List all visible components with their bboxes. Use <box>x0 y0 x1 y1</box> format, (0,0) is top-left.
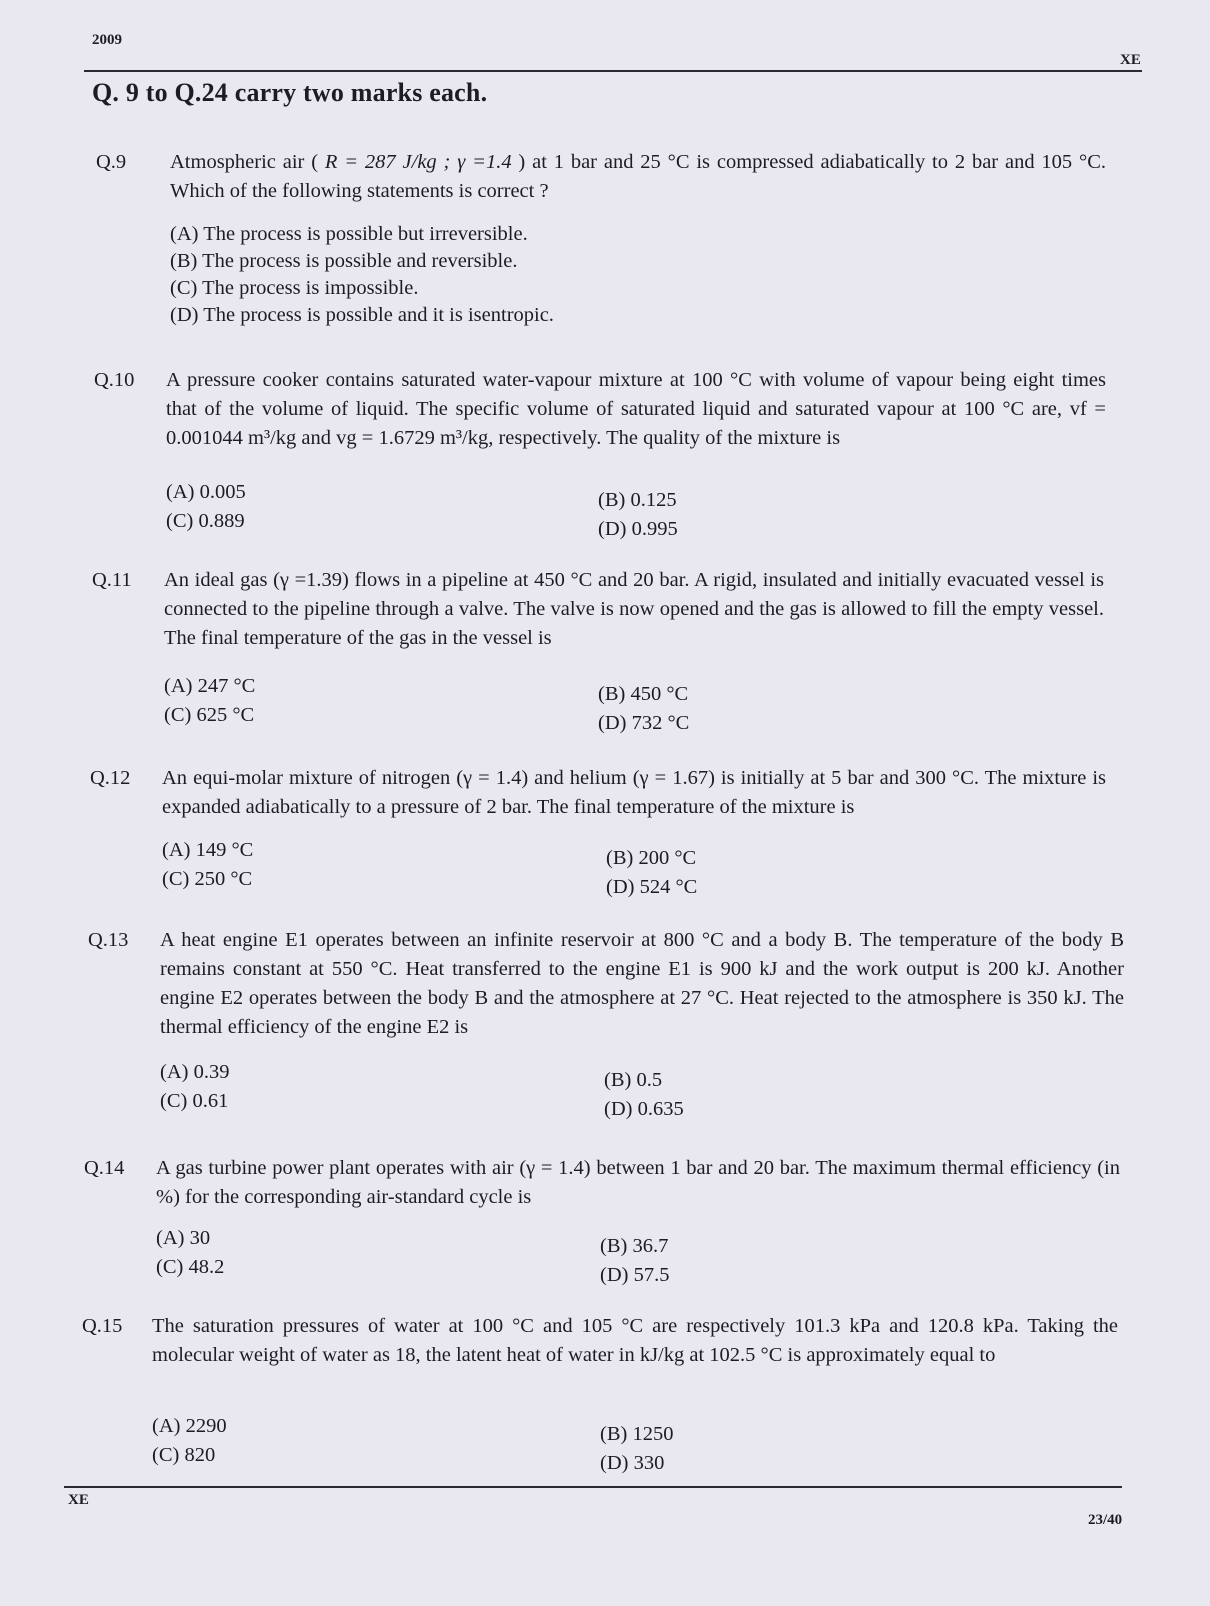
option-c: (C) 820 <box>152 1444 216 1466</box>
question-text: A heat engine E1 operates between an infinite reservoir at 800 °C and a body B. The temperature of the body B remains constant at 550 °C. Heat transferred to the engine E1 is 900 kJ and the work output is 200 kJ. Another engine E2 operates between the body B and the atmosphere at 27 °C. Heat rejected to the atmosphere is 350 kJ. The thermal efficiency of the engine E2 is <box>160 929 1124 1038</box>
question-text: The saturation pressures of water at 100 °C and 105 °C are respectively 101.3 kPa and 120.8 kPa. Taking the molecular weight of water as 18, the latent heat of water in kJ/kg at 102.5 °C is approximately equal to <box>152 1315 1118 1366</box>
option-d: (D) 732 °C <box>598 712 690 734</box>
option-b: (B) 0.125 <box>598 489 677 511</box>
option-a: (A) 247 °C <box>164 675 256 697</box>
option-c: (C) 0.889 <box>166 510 245 532</box>
question-number: Q.9 <box>96 151 127 173</box>
question-number: Q.10 <box>94 369 135 391</box>
question-number: Q.14 <box>84 1157 125 1179</box>
header-paper-code: XE <box>1120 52 1141 68</box>
option-a: (A) 2290 <box>152 1415 227 1437</box>
footer-page-number: 23/40 <box>1088 1512 1123 1528</box>
option-b: (B) 200 °C <box>606 847 697 869</box>
option-d: (D) 524 °C <box>606 876 698 898</box>
option-c: (C) 250 °C <box>162 868 253 890</box>
question-text: An ideal gas (γ =1.39) flows in a pipeline at 450 °C and 20 bar. A rigid, insulated and initially evacuated vessel is connected to the pipeline through a valve. The valve is now opened and the gas is allowed to fill the empty vessel. The final temperature of the gas in the vessel is <box>164 569 1104 649</box>
option-d: (D) The process is possible and it is isentropic. <box>170 304 554 326</box>
question-number: Q.12 <box>90 767 131 789</box>
question-text: An equi-molar mixture of nitrogen (γ = 1.4) and helium (γ = 1.67) is initially at 5 bar and 300 °C. The mixture is expanded adiabatically to a pressure of 2 bar. The final temperature of the mixture is <box>162 767 1106 818</box>
option-b: (B) 1250 <box>600 1423 674 1445</box>
question-text: A gas turbine power plant operates with air (γ = 1.4) between 1 bar and 20 bar. The maximum thermal efficiency (in %) for the corresponding air-standard cycle is <box>156 1157 1120 1208</box>
option-c: (C) 48.2 <box>156 1256 225 1278</box>
option-a: (A) 149 °C <box>162 839 254 861</box>
option-d: (D) 57.5 <box>600 1264 670 1286</box>
option-d: (D) 330 <box>600 1452 665 1474</box>
option-a: (A) 0.005 <box>166 481 246 503</box>
question-text: A pressure cooker contains saturated water-vapour mixture at 100 °C with volume of vapour being eight times that of the volume of liquid. The specific volume of saturated liquid and saturated vapour at 100 °C are, vf = 0.001044 m³/kg and vg = 1.6729 m³/kg, respectively. The quality of the mixture is <box>166 369 1106 449</box>
header-year: 2009 <box>92 32 122 48</box>
option-c: (C) 0.61 <box>160 1090 229 1112</box>
header-rule <box>84 70 1142 72</box>
section-title: Q. 9 to Q.24 carry two marks each. <box>92 78 488 107</box>
option-d: (D) 0.995 <box>598 518 678 540</box>
option-a: (A) 0.39 <box>160 1061 230 1083</box>
option-b: (B) 0.5 <box>604 1069 663 1091</box>
question-number: Q.11 <box>92 569 132 591</box>
question-text: Atmospheric air ( R = 287 J/kg ; γ =1.4 ) at 1 bar and 25 °C is compressed adiabatically to 2 bar and 105 °C. Which of the following statements is correct ? <box>170 151 1107 202</box>
option-b: (B) 36.7 <box>600 1235 669 1257</box>
question-number: Q.13 <box>88 929 129 951</box>
option-b: (B) 450 °C <box>598 683 689 705</box>
footer-rule <box>64 1486 1122 1488</box>
option-b: (B) The process is possible and reversible. <box>170 250 518 272</box>
question-number: Q.15 <box>82 1315 123 1337</box>
option-a: (A) 30 <box>156 1227 211 1249</box>
option-d: (D) 0.635 <box>604 1098 684 1120</box>
footer-paper-code: XE <box>68 1492 89 1508</box>
option-c: (C) 625 °C <box>164 704 255 726</box>
option-a: (A) The process is possible but irreversible. <box>170 223 528 245</box>
option-c: (C) The process is impossible. <box>170 277 419 299</box>
